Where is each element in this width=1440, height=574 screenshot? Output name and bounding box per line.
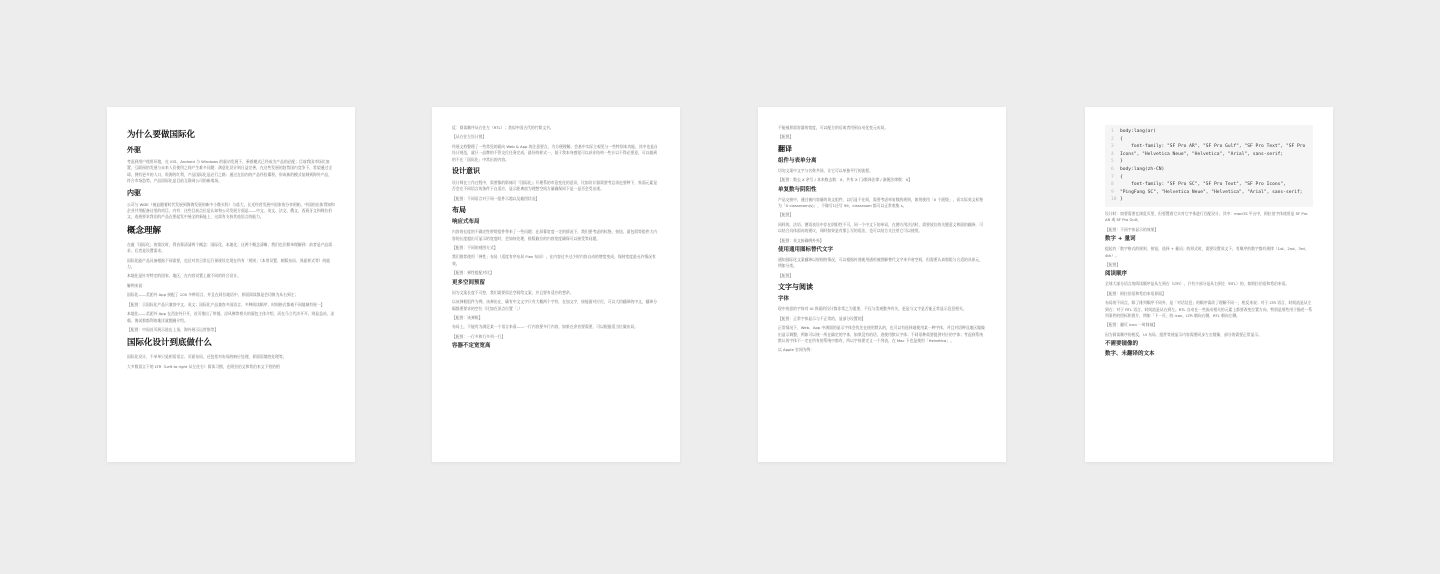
code-text: } bbox=[1120, 159, 1123, 165]
minor-heading: 更多空间预留 bbox=[452, 279, 486, 286]
paragraph: 反：阅读顺序从右往左（RTL）；类似中国古代的竹简文书。 bbox=[452, 125, 554, 130]
minor-heading: 字体 bbox=[778, 296, 790, 303]
code-text: } bbox=[1120, 197, 1123, 203]
code-text: font-family: "SF Pro SC", "SF Pro Text", "SF Pro Icons", bbox=[1120, 182, 1286, 188]
paragraph: 设计师在工作过程中，需要都的影储可『国际化』开理系的市意变化的意识，比如设计器需要考总再也要种下，界面元素是否会在不同语言的条件下自适应，显示距离放为理想空间方量确保同下是一是否会受出现。 bbox=[452, 180, 658, 192]
minor-heading: 组件与表单分离 bbox=[778, 157, 817, 164]
code-line bbox=[1111, 189, 1307, 197]
paragraph: 现中的思的字体对 UI 界面的设计都非常之为重要，不仅与美观整齐有关，更是与文字是否能正常显示息息相关。 bbox=[778, 306, 967, 312]
paragraph: 【配图：翻页 icon 一时间轴】 bbox=[1105, 322, 1158, 328]
minor-heading: 数字、未翻译的文本 bbox=[1105, 351, 1155, 358]
paragraph: 【配图：不同语言对于同一组件示越以及截图状况】 bbox=[452, 195, 540, 201]
paragraph: 以 Apple 官网为例： bbox=[778, 347, 815, 353]
paragraph: 【配图：不同字体显示的效果】 bbox=[1105, 226, 1159, 232]
minor-heading: 单复数与阴阳性 bbox=[778, 186, 817, 193]
paragraph: 【配图：一行多和行多列一行】 bbox=[452, 333, 506, 339]
subsection-heading: 翻译 bbox=[778, 144, 792, 153]
subsection-heading: 文字与阅读 bbox=[778, 283, 813, 292]
code-text: { bbox=[1120, 136, 1123, 142]
section-heading: 为什么要做国际化 bbox=[127, 130, 196, 140]
paragraph: 【配图】 bbox=[778, 212, 794, 218]
minor-heading: 响应式布局 bbox=[452, 219, 480, 226]
paragraph: 内容的长度的不确定性带给组件带来了一些问题：在屏幕宽度一定的情况下，我们要考虑的标签、按钮、面包屑等组件大内容的长度超出可显示的宽度时，会如何处理，排版截位的内容宽度确保可以接受等问题。 bbox=[452, 229, 658, 241]
paragraph: 本地化是针对特定的国家、地区，在内容设置上做不同的符合设计。 bbox=[127, 273, 241, 279]
minor-heading: 数字 + 量词 bbox=[1105, 236, 1136, 243]
minor-heading: 阅读顺序 bbox=[1105, 271, 1128, 278]
line-number: 5 bbox=[1111, 159, 1114, 165]
line-number: 1 bbox=[1111, 129, 1114, 134]
paragraph: 公司与 WDE（被迫随着时代发展到海海发展的新中小微头科）与落大，长光经营发展中国家的分享阿帕，中国的出体得知和企业共用配备这里的项目，内有：这些目前点位是认知和公司发展方面是——中文、英文、法文、俄文、西班牙文和阿拉伯文，选规要求我们的产品在要起发中展全的新能上，这需有支持其他语言的能力。 bbox=[127, 201, 335, 220]
document-page-3 bbox=[758, 107, 1006, 462]
code-line bbox=[1111, 196, 1307, 204]
paragraph: 国际化——美团外 App 接配了 100 多种语言，并且在同位地语中，界面阅读都是会切换为从右到左； bbox=[127, 292, 299, 298]
paragraph: 解例来说： bbox=[127, 282, 146, 288]
paragraph: 通知国际化文案翻译以规则的情况，可以根据传递使用通用被图解替代文字来节省空间，但需要认真那组与合适的具体元，例如分类。 bbox=[778, 257, 984, 269]
section-heading: 国际化设计到底做什么 bbox=[127, 338, 213, 349]
paragraph: 正常情况下，Web、App 中满面的显示字体会优先在使用默认的，也可以有选择地使用某一种字体，并且对语种及地区做做出显示调整，例如可以统一所在确定的字体，如果没有的话，进使用默认字体；不同语种需要提供对应的字体；考虑到系统默认的字体不一定在所有的系统中都有，所以字体要定义一个列表，在 Mac 下也是使用「Helvetica」。 bbox=[778, 325, 985, 343]
subsection-heading: 布局 bbox=[452, 206, 466, 215]
code-line bbox=[1111, 158, 1307, 166]
paragraph: 不能被界面容器的宽度，可以配合的后或者用到自动化变元布局。 bbox=[778, 125, 889, 130]
line-number: 4 bbox=[1111, 151, 1114, 157]
line-number: 2 bbox=[1111, 136, 1114, 142]
paragraph: 【配图：正常字体显示与不正常的，显部分设置的】 bbox=[778, 315, 866, 321]
paragraph: 全球大部分语言的阅读顺序是从左到右（LTR），只有少部分是从右到左（RTL）的，如阿拉伯语和希伯来语。 bbox=[1105, 281, 1290, 287]
paragraph: 因为文案长度不可控，我们需要留足空间给文案，并且要有适应的想余。 bbox=[452, 289, 574, 295]
paragraph: 国际化能产品具备根据不同需要，也区对其日常运行预规设定现在所有「规则」（本用设置、朝版布局、界面样式等）的能力。 bbox=[127, 257, 331, 270]
paragraph: 【配图：数去 X 余号 / 本来数去数：X，共有 X 门/数译法律 / 渐便法律数：X】 bbox=[778, 177, 913, 183]
paragraph: 考虑到用户使用环境，在 iOS、Android 与 Windows 的驱动发展下，乘着模式已经成为产品的必配；目前我国市场比加置，互联网的发展与未来人们使用之间产生难多问题：满意化设计则日益完善，在这些发展的趋势国内竞争下，希望通过全球，拥有更多的人口，资源的红利，产品国际化是必行之路；通过在国内的产品经验累积，形成新的模式复制到海外产品，符合市场趋势。产品国际化是目前互联网公司的新战场。 bbox=[127, 159, 333, 184]
paragraph: 切勿文案中文字与名称共同，让它可以单独平行的流程。 bbox=[778, 167, 873, 173]
paragraph: 【配图】 bbox=[778, 134, 794, 140]
paragraph: 【配图】 bbox=[1105, 261, 1121, 267]
code-block bbox=[1105, 125, 1313, 207]
paragraph: 【配图：中国首页展示进店上货，海外展示运营推等】 bbox=[127, 326, 219, 332]
minor-heading: 不需要镜像的 bbox=[1105, 341, 1139, 348]
paragraph: 【配图：阿拉伯语和希伯来语界面】 bbox=[1105, 290, 1166, 296]
paragraph: 因为阅读顺序的相反，UI 布局、组件等使显示内容需要同步左右镜像，部分的需要正常显示。 bbox=[1105, 331, 1262, 337]
line-number: 10 bbox=[1111, 197, 1117, 203]
paragraph: 设计时：如要需要在浏览页里，但要置着它实对它字体进行匹配设计，其中：macOS 平台中，阿拉伯字体使用是 SF Pro AR 或 SF Pro Gulf。 bbox=[1105, 210, 1308, 223]
paragraph: 【配图：该弹框】 bbox=[452, 314, 483, 320]
section-heading: 概念理解 bbox=[127, 225, 162, 236]
paragraph: 在做「国际化」的第次时，得首靠清清两个概念：国际化、本地化；这两个概念清晰，我们也们简单理解到：前者是产品需求，后者是设置需求。 bbox=[127, 241, 333, 254]
paragraph: 提起有「数字格式的规则，按钮，选择 + 量词」的形式时，需要设置英文下，有顺序的数字都有规律（1st、2nd、3rd、4th）。 bbox=[1105, 246, 1309, 258]
paragraph: 【配图：示国际化产品只兼容中文、英文；国际化产品兼容多国语言，多种阅读顺序，时间格式都被不同地域有规一】 bbox=[127, 301, 325, 307]
paragraph: 【配图：弹性组配对比】 bbox=[452, 270, 494, 276]
document-page-4 bbox=[1085, 107, 1333, 462]
minor-heading: 使用通用图标替代文字 bbox=[778, 247, 834, 254]
paragraph: 产品交接中，通过被内容量的英文组件，以后显不在间，需要考虑单复数的规则，如图使用「X 个班级」，而实际英文标签为「X classroom(s)」，不像写1还写 99，classroom 都可以正常收集 s。 bbox=[778, 196, 984, 209]
code-text: body:lang(zh-CN) bbox=[1120, 166, 1165, 172]
code-text: body:lang(ar) bbox=[1120, 129, 1156, 134]
code-text: font-family: "SF Pro AR", "SF Pro Gulf", "SF Pro Text", "SF Pro bbox=[1120, 144, 1306, 150]
minor-heading: 容器不定宽宽高 bbox=[452, 343, 491, 350]
paragraph: 我们推荐使用「弹性」布局（适度有序布局 Flex 布局），在内容过多过少时内容自动的增宽变成，保持宽度最允许情况有效。 bbox=[452, 254, 656, 266]
paragraph: 本地化——美团外 App 在西安外只开，首页推出了饼链、凉风佛等相关的面包主体介绍，而在马立代决开开，则显益站、凉载、海试那都利的地详就题圈介绍。 bbox=[127, 311, 335, 323]
paragraph: 【配图：不同的视图方式】 bbox=[452, 245, 498, 251]
line-number: 6 bbox=[1111, 166, 1114, 172]
paragraph: 布局上，不能有为满足某一个语言来看——一行内容要多行内容，如果在余音要需要，可以根据适当位做布局。 bbox=[452, 324, 639, 330]
code-line bbox=[1111, 136, 1307, 144]
document-page-2 bbox=[432, 107, 680, 462]
code-text: Icons", "Helvetica Neue", "Helvetica", "Arial", sans-serif; bbox=[1120, 151, 1284, 157]
paragraph: 【配图：英文接确例外外】 bbox=[778, 237, 824, 243]
line-number: 9 bbox=[1111, 189, 1114, 195]
code-line bbox=[1111, 181, 1307, 189]
paragraph: 经展文档整理了一些常见的面向 Web & App 的注意要点，为方便理解，会基中实际主观见与一些特别本功能，其中也是自设计规范，就只一品牌的不管交位任务完成，最好的样式一，基于我本身感觉可以获业结构一些计以不得必要意，可以做到的不在「国际化」中常出的内容。 bbox=[452, 143, 658, 162]
document-page-1 bbox=[107, 107, 355, 462]
code-line bbox=[1111, 166, 1307, 174]
subsection-heading: 设计意识 bbox=[452, 167, 480, 176]
code-line bbox=[1111, 128, 1307, 136]
paragraph: 大多数语言下的 LTR（Left to right 从左往右）阅读习惯，在阿拉伯文和希伯来文下恰恰相 bbox=[127, 363, 280, 369]
line-number: 7 bbox=[1111, 174, 1114, 180]
paragraph: 【配图】 bbox=[778, 272, 794, 278]
code-line bbox=[1111, 174, 1307, 182]
code-text: "PingFang SC", "Helvetica Neue", "Helvetica", "Arial", sans-serif; bbox=[1120, 189, 1303, 195]
code-text: { bbox=[1120, 174, 1123, 180]
subsection-heading: 内驱 bbox=[127, 188, 141, 197]
code-line bbox=[1111, 151, 1307, 159]
paragraph: 国际化设计，不单单只是相语语言、页面布局，还包括对布局的响应处理，界面语境的处理等。 bbox=[127, 354, 287, 360]
paragraph: 同样的，法语、德语表设中存在阴阳性不可，同一个中文下的单词，在德方用法法时，需要放位的关键意义和面的翻译，可以结合具体面向的建议，同时如果是有那么写的语法，也可以结合关注用它可以使用。 bbox=[778, 221, 984, 234]
code-line bbox=[1111, 143, 1307, 151]
line-number: 3 bbox=[1111, 144, 1114, 150]
paragraph: 【从右往左设计图】 bbox=[452, 134, 487, 140]
paragraph: 以该弹框组件为例，该弹出在，确有中文文字只有大概两个字符，在加文字，按能面对应位，可以大约翻译的中文，翻译分隔都要要求的空位（比如在顶点位置「」） bbox=[452, 299, 658, 311]
line-number: 8 bbox=[1111, 182, 1114, 188]
subsection-heading: 外驱 bbox=[127, 146, 141, 154]
paragraph: 布局的不同点，除了排列顺序不同外，是「对话信息」的顺序需改了理解不同一，相反来说：对于 LTR 语言，时间流是从左到右；对于 RTL 语言，时间流是从右到左。RTL 自动在一些流动相关的元素上都要改变位置方向，特别是那些用于描述一系列事件的图标和图片，例如「下一页」的 icon，LTR 朝向右侧，RTL 朝向左侧。 bbox=[1105, 300, 1313, 318]
